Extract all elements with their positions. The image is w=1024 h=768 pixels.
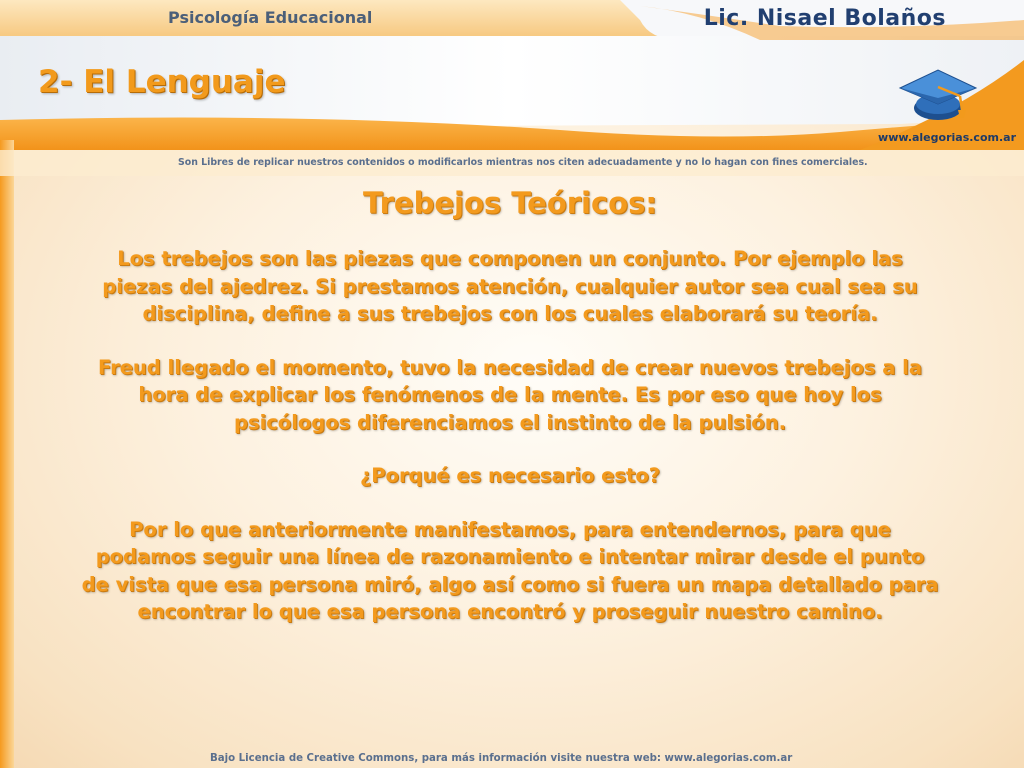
graduation-cap-icon — [898, 62, 978, 124]
slide-content — [80, 183, 940, 652]
paragraph-freud: Freud llegado el momento, tuvo la necesidad de crear nuevos trebejos a la hora de explicar los fenómenos de la mente. Es por eso que hoy los psicólogos diferenciamos el instinto de la pulsión. — [98, 355, 922, 434]
site-url[interactable]: www.alegorias.com.ar — [878, 131, 1016, 144]
content-heading: Trebejos Teóricos: — [363, 186, 657, 220]
paragraph-reasoning: Por lo que anteriormente manifestamos, para entendernos, para que podamos seguir una línea de razonamiento e intentar mirar desde el punto de vista que esa persona miró, algo así como si fuera un mapa detallado para encontrar lo que esa persona encontró y proseguir nuestro camino. — [81, 517, 939, 623]
course-title: Psicología Educacional — [168, 8, 373, 27]
license-notice: Son Libres de replicar nuestros contenidos o modificarlos mientras nos citen adecuadamente y no lo hagan con fines comerciales. — [178, 157, 868, 168]
left-border-strip — [0, 176, 14, 768]
paragraph-trebejos: Los trebejos son las piezas que componen un conjunto. Por ejemplo las piezas del ajedrez. Si prestamos atención, cualquier autor sea cual sea su disciplina, define a sus trebejos con los cuales elaborará su teoría. — [102, 247, 918, 325]
section-title: 2- El Lenguaje — [38, 64, 286, 100]
footer-license: Bajo Licencia de Creative Commons, para más información visite nuestra web: www.alegorias.com.ar — [210, 753, 793, 764]
author-name: Lic. Nisael Bolaños — [703, 6, 946, 31]
question-line: ¿Porqué es necesario esto? — [359, 464, 661, 487]
